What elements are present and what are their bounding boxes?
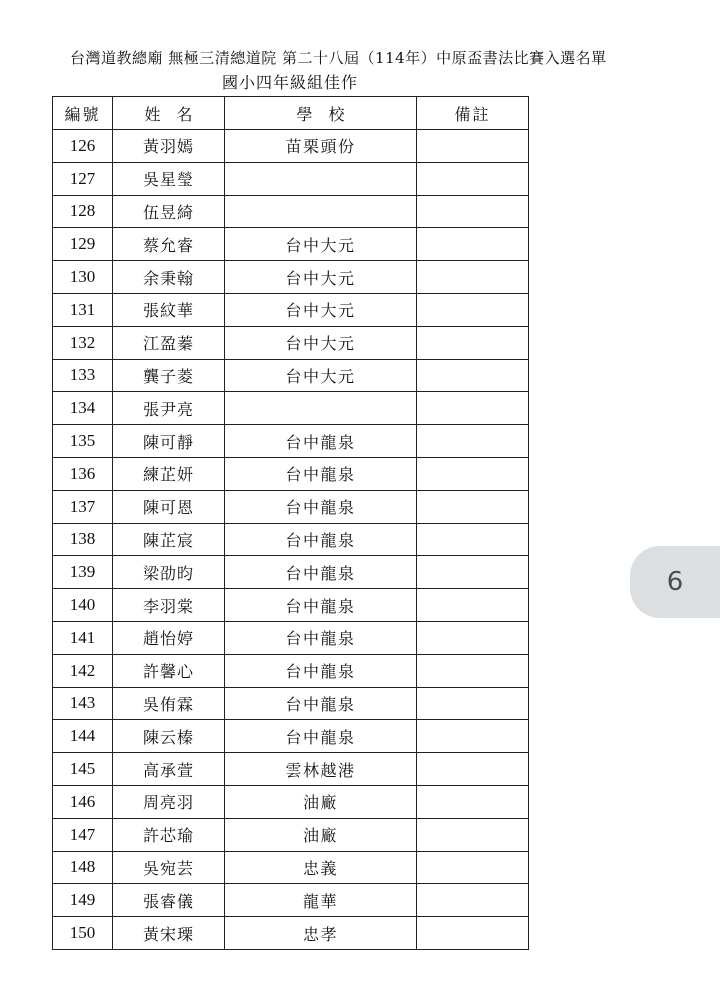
row-number: 129 bbox=[53, 228, 113, 261]
header-number: 編號 bbox=[53, 97, 113, 130]
row-name: 高承萱 bbox=[113, 753, 225, 786]
row-name: 趙怡婷 bbox=[113, 621, 225, 654]
table-row bbox=[53, 621, 529, 654]
row-school: 苗栗頭份 bbox=[225, 130, 417, 163]
row-number: 149 bbox=[53, 884, 113, 917]
row-number: 140 bbox=[53, 589, 113, 622]
table-header-row bbox=[53, 97, 529, 130]
row-note bbox=[417, 687, 529, 720]
row-school bbox=[225, 162, 417, 195]
table-row bbox=[53, 457, 529, 490]
row-note bbox=[417, 261, 529, 294]
row-note bbox=[417, 162, 529, 195]
page-number: 6 bbox=[666, 567, 684, 597]
row-school: 台中龍泉 bbox=[225, 654, 417, 687]
table-row bbox=[53, 523, 529, 556]
row-note bbox=[417, 851, 529, 884]
row-school: 台中龍泉 bbox=[225, 589, 417, 622]
row-number: 146 bbox=[53, 785, 113, 818]
table-row bbox=[53, 556, 529, 589]
row-note bbox=[417, 523, 529, 556]
table-row bbox=[53, 359, 529, 392]
row-school: 台中龍泉 bbox=[225, 621, 417, 654]
row-note bbox=[417, 293, 529, 326]
row-note bbox=[417, 359, 529, 392]
row-name: 張尹亮 bbox=[113, 392, 225, 425]
row-school: 台中龍泉 bbox=[225, 720, 417, 753]
row-note bbox=[417, 195, 529, 228]
table-row bbox=[53, 753, 529, 786]
row-number: 138 bbox=[53, 523, 113, 556]
row-number: 144 bbox=[53, 720, 113, 753]
header-name: 姓 名 bbox=[113, 97, 225, 130]
row-name: 張睿儀 bbox=[113, 884, 225, 917]
row-name: 吳侑霖 bbox=[113, 687, 225, 720]
row-school: 台中大元 bbox=[225, 228, 417, 261]
row-name: 龔子菱 bbox=[113, 359, 225, 392]
row-note bbox=[417, 785, 529, 818]
row-number: 139 bbox=[53, 556, 113, 589]
row-note bbox=[417, 654, 529, 687]
row-note bbox=[417, 326, 529, 359]
row-number: 137 bbox=[53, 490, 113, 523]
table-row bbox=[53, 261, 529, 294]
row-school: 油廠 bbox=[225, 785, 417, 818]
row-name: 伍昱綺 bbox=[113, 195, 225, 228]
row-school: 台中大元 bbox=[225, 359, 417, 392]
table-row bbox=[53, 884, 529, 917]
table-row bbox=[53, 130, 529, 163]
row-name: 許芯瑜 bbox=[113, 818, 225, 851]
row-school: 台中龍泉 bbox=[225, 556, 417, 589]
row-name: 黃羽嫣 bbox=[113, 130, 225, 163]
header-school: 學 校 bbox=[225, 97, 417, 130]
table-row bbox=[53, 392, 529, 425]
row-school: 龍華 bbox=[225, 884, 417, 917]
row-number: 126 bbox=[53, 130, 113, 163]
row-note bbox=[417, 457, 529, 490]
row-number: 133 bbox=[53, 359, 113, 392]
row-name: 許馨心 bbox=[113, 654, 225, 687]
row-school: 台中龍泉 bbox=[225, 457, 417, 490]
row-school: 台中龍泉 bbox=[225, 687, 417, 720]
row-school: 台中大元 bbox=[225, 293, 417, 326]
table-row bbox=[53, 326, 529, 359]
row-number: 131 bbox=[53, 293, 113, 326]
row-name: 周亮羽 bbox=[113, 785, 225, 818]
row-number: 130 bbox=[53, 261, 113, 294]
row-name: 黃宋瑮 bbox=[113, 917, 225, 950]
table-row bbox=[53, 818, 529, 851]
row-note bbox=[417, 392, 529, 425]
row-name: 陳可靜 bbox=[113, 425, 225, 458]
row-name: 陳云榛 bbox=[113, 720, 225, 753]
row-school: 台中龍泉 bbox=[225, 490, 417, 523]
row-note bbox=[417, 917, 529, 950]
row-school bbox=[225, 195, 417, 228]
document-subtitle: 國小四年級組佳作 bbox=[221, 73, 358, 92]
row-name: 練芷妍 bbox=[113, 457, 225, 490]
row-note bbox=[417, 621, 529, 654]
row-number: 145 bbox=[53, 753, 113, 786]
row-school: 台中大元 bbox=[225, 326, 417, 359]
table-row bbox=[53, 195, 529, 228]
row-number: 128 bbox=[53, 195, 113, 228]
row-note bbox=[417, 720, 529, 753]
row-name: 蔡允睿 bbox=[113, 228, 225, 261]
table-row bbox=[53, 162, 529, 195]
table-row bbox=[53, 293, 529, 326]
header-note: 備註 bbox=[417, 97, 529, 130]
row-number: 148 bbox=[53, 851, 113, 884]
page-indicator-tab[interactable] bbox=[630, 546, 720, 618]
table-row bbox=[53, 490, 529, 523]
row-note bbox=[417, 753, 529, 786]
row-number: 141 bbox=[53, 621, 113, 654]
row-name: 吳宛芸 bbox=[113, 851, 225, 884]
row-note bbox=[417, 556, 529, 589]
row-note bbox=[417, 130, 529, 163]
row-school: 台中大元 bbox=[225, 261, 417, 294]
row-note bbox=[417, 490, 529, 523]
table-row bbox=[53, 589, 529, 622]
row-note bbox=[417, 589, 529, 622]
table-row bbox=[53, 654, 529, 687]
table-row bbox=[53, 917, 529, 950]
row-school: 油廠 bbox=[225, 818, 417, 851]
row-number: 150 bbox=[53, 917, 113, 950]
row-number: 147 bbox=[53, 818, 113, 851]
row-name: 江盈蓁 bbox=[113, 326, 225, 359]
row-name: 陳可恩 bbox=[113, 490, 225, 523]
table-row bbox=[53, 687, 529, 720]
row-name: 余秉翰 bbox=[113, 261, 225, 294]
row-note bbox=[417, 425, 529, 458]
table-row bbox=[53, 785, 529, 818]
row-note bbox=[417, 818, 529, 851]
row-school bbox=[225, 392, 417, 425]
row-number: 143 bbox=[53, 687, 113, 720]
row-note bbox=[417, 228, 529, 261]
row-note bbox=[417, 884, 529, 917]
table-row bbox=[53, 851, 529, 884]
row-school: 雲林越港 bbox=[225, 753, 417, 786]
row-school: 忠義 bbox=[225, 851, 417, 884]
row-name: 梁劭昀 bbox=[113, 556, 225, 589]
row-name: 李羽棠 bbox=[113, 589, 225, 622]
row-number: 134 bbox=[53, 392, 113, 425]
table-row bbox=[53, 228, 529, 261]
row-name: 陳芷宸 bbox=[113, 523, 225, 556]
row-name: 吳星瑩 bbox=[113, 162, 225, 195]
row-school: 忠孝 bbox=[225, 917, 417, 950]
row-school: 台中龍泉 bbox=[225, 523, 417, 556]
row-name: 張紋華 bbox=[113, 293, 225, 326]
row-number: 132 bbox=[53, 326, 113, 359]
document-title: 台灣道教總廟 無極三清總道院 第二十八屆（114年）中原盃書法比賽入選名單 bbox=[70, 49, 607, 67]
roster-table bbox=[52, 96, 529, 950]
row-school: 台中龍泉 bbox=[225, 425, 417, 458]
row-number: 136 bbox=[53, 457, 113, 490]
row-number: 142 bbox=[53, 654, 113, 687]
row-number: 127 bbox=[53, 162, 113, 195]
roster-body bbox=[53, 130, 529, 950]
table-row bbox=[53, 720, 529, 753]
table-row bbox=[53, 425, 529, 458]
row-number: 135 bbox=[53, 425, 113, 458]
